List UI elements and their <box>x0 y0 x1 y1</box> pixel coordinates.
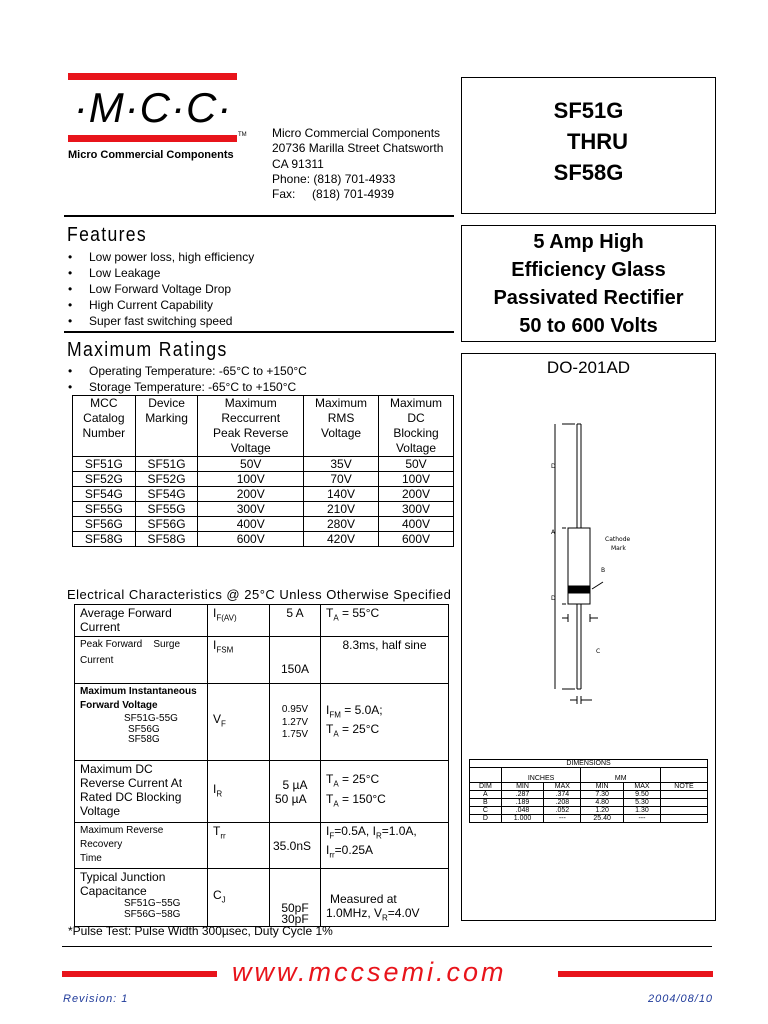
ratings-condition-item: • Operating Temperature: -65°C to +150°C <box>67 363 307 379</box>
features-list-item: • High Current Capability <box>67 297 254 313</box>
features-list <box>67 249 254 329</box>
ratings-cell: 300V <box>198 502 304 517</box>
footer-left-bar <box>62 971 217 977</box>
features-list-item: • Low Forward Voltage Drop <box>67 281 254 297</box>
footer-right-bar <box>558 971 713 977</box>
dimensions-cell: 1.000 <box>501 815 544 823</box>
ratings-cell: SF55G <box>73 502 136 517</box>
package-outline-drawing <box>462 404 715 734</box>
dimensions-group-mm: MM <box>581 768 661 783</box>
address-line: Micro Commercial Components <box>272 126 441 140</box>
ratings-cell: 200V <box>379 487 454 502</box>
dimensions-cell <box>661 815 708 823</box>
description-line: 5 Amp High <box>533 231 644 253</box>
part-number-box <box>461 77 716 214</box>
ratings-cell: SF56G <box>135 517 198 532</box>
electrical-row <box>75 869 449 927</box>
trademark-mark: TM <box>238 132 247 138</box>
value-cell: 35.0nS <box>270 823 321 869</box>
dimensions-cell: C <box>470 807 502 815</box>
symbol-cell: $I_{FSM}$ <box>208 637 270 684</box>
param-cell: Typical Junction Capacitance SF51G~55G SF56G~58G <box>75 869 208 927</box>
dimensions-group-inches: INCHES <box>501 768 581 783</box>
dimensions-cell: .048 <box>501 807 544 815</box>
electrical-row <box>75 605 449 637</box>
dim-label-d-bottom: D <box>551 595 556 602</box>
dimensions-cell: 9.50 <box>623 791 660 799</box>
dimensions-cell: D <box>470 815 502 823</box>
ratings-row <box>73 517 454 532</box>
revision-date: 2004/08/10 <box>648 993 714 1005</box>
ratings-cell: SF58G <box>135 532 198 547</box>
ratings-cell: 280V <box>304 517 379 532</box>
param-cell: Peak Forward Surge Current <box>75 637 208 684</box>
ratings-cell: 100V <box>379 472 454 487</box>
ratings-cell: SF52G <box>135 472 198 487</box>
dimensions-cell: .374 <box>544 791 581 799</box>
features-title: Features <box>67 224 148 246</box>
param-cell: Average Forward Current <box>75 605 208 637</box>
dimensions-cell: B <box>470 799 502 807</box>
dim-label-c: C <box>596 648 601 655</box>
ratings-header: Maximum Reccurrent Peak Reverse Voltage <box>198 396 304 457</box>
company-logo: ·M·C·C· <box>73 84 233 131</box>
ratings-header: Maximum DC Blocking Voltage <box>379 396 454 457</box>
ratings-row <box>73 487 454 502</box>
revision-label: Revision: 1 <box>63 993 129 1005</box>
cathode-label: Cathode <box>605 536 631 543</box>
address-line: CA 91311 <box>272 156 324 171</box>
condition-cell: 8.3ms, half sine <box>321 637 449 684</box>
ratings-header: Maximum RMS Voltage <box>304 396 379 457</box>
electrical-row <box>75 684 449 761</box>
features-list-item: • Low power loss, high efficiency <box>67 249 254 265</box>
ratings-conditions-list <box>67 363 307 395</box>
description-line: 50 to 600 Volts <box>519 315 658 337</box>
condition-cell: $I_F=0.5A$, $I_R=1.0A$, $I_{rr}=0.25A$ <box>321 823 449 869</box>
package-name: DO-201AD <box>546 358 631 377</box>
address-line: Phone: (818) 701-4933 <box>272 171 396 186</box>
dimensions-header: MAX <box>544 783 581 791</box>
ratings-cell: SF51G <box>73 457 136 472</box>
dimensions-title: DIMENSIONS <box>470 760 708 768</box>
ratings-header: Device Marking <box>135 396 198 457</box>
electrical-table <box>74 604 449 927</box>
website-url[interactable]: www.mccsemi.com <box>232 957 507 987</box>
description-box <box>461 225 716 342</box>
symbol-cell: $C_J$ <box>208 869 270 927</box>
cathode-mark-label: Mark <box>611 545 626 552</box>
electrical-row <box>75 761 449 823</box>
ratings-header: MCC Catalog Number <box>73 396 136 457</box>
ratings-cell: 35V <box>304 457 379 472</box>
dim-label-b: B <box>601 567 606 574</box>
features-list-item: • Low Leakage <box>67 265 254 281</box>
condition-cell: Measured at 1.0MHz, $V_R=4.0V$ <box>321 869 449 927</box>
logo-subtitle: Micro Commercial Components <box>68 149 234 161</box>
ratings-cell: 100V <box>198 472 304 487</box>
ratings-cell: 300V <box>379 502 454 517</box>
dimensions-cell <box>470 768 502 783</box>
description-line: Passivated Rectifier <box>493 287 684 309</box>
footer-divider <box>62 946 712 947</box>
company-address <box>272 126 443 202</box>
ratings-cell: SF55G <box>135 502 198 517</box>
dimensions-cell: .189 <box>501 799 544 807</box>
condition-cell: $I_{FM} = 5.0A$; $T_A = 25^\circ C$ <box>321 684 449 761</box>
dimensions-cell: .287 <box>501 791 544 799</box>
dimensions-cell: .208 <box>544 799 581 807</box>
ratings-row <box>73 457 454 472</box>
ratings-table <box>72 395 454 547</box>
dimensions-header: DIM <box>470 783 502 791</box>
dimensions-cell <box>661 799 708 807</box>
part-number-last: SF58G <box>553 160 624 185</box>
dim-label-d-top: D <box>551 463 556 470</box>
ratings-cell: 50V <box>198 457 304 472</box>
ratings-cell: 50V <box>379 457 454 472</box>
dimensions-cell <box>661 807 708 815</box>
dimensions-cell: 1.30 <box>623 807 660 815</box>
address-line: 20736 Marilla Street Chatsworth <box>272 141 444 156</box>
symbol-cell: $V_F$ <box>208 684 270 761</box>
electrical-row <box>75 637 449 684</box>
ratings-row <box>73 472 454 487</box>
value-cell: 50pF 30pF <box>270 869 321 927</box>
features-list-item: • Super fast switching speed <box>67 313 254 329</box>
ratings-cell: SF52G <box>73 472 136 487</box>
description-line: Efficiency Glass <box>511 259 666 281</box>
ratings-cell: SF54G <box>73 487 136 502</box>
dimensions-cell: 25.40 <box>581 815 624 823</box>
package-box <box>461 353 716 921</box>
ratings-condition-item: • Storage Temperature: -65°C to +150°C <box>67 379 307 395</box>
logo-top-bar <box>68 73 237 80</box>
ratings-cell: 200V <box>198 487 304 502</box>
part-number-first: SF51G <box>553 98 624 123</box>
ratings-cell: 210V <box>304 502 379 517</box>
ratings-cell: 400V <box>198 517 304 532</box>
param-cell: Maximum Instantaneous Forward Voltage SF51G-55G SF56G SF58G <box>75 684 208 761</box>
dimensions-table <box>469 759 708 823</box>
ratings-cell: SF56G <box>73 517 136 532</box>
dimensions-cell: --- <box>623 815 660 823</box>
dimensions-header: MIN <box>501 783 544 791</box>
dimensions-cell: 7.30 <box>581 791 624 799</box>
value-cell: 0.95V 1.27V 1.75V <box>270 684 321 761</box>
dimensions-header: NOTE <box>661 783 708 791</box>
value-cell: 150A <box>270 637 321 684</box>
dimensions-cell <box>661 768 708 783</box>
symbol-cell: $I_R$ <box>208 761 270 823</box>
ratings-cell: 600V <box>379 532 454 547</box>
symbol-cell: $T_{rr}$ <box>208 823 270 869</box>
condition-cell: $T_A = 55^\circ C$ <box>321 605 449 637</box>
part-number-thru: THRU <box>566 129 629 154</box>
value-cell: 5 A <box>270 605 321 637</box>
param-cell: Maximum Reverse Recovery Time <box>75 823 208 869</box>
dimensions-cell: 4.80 <box>581 799 624 807</box>
address-line: Fax: (818) 701-4939 <box>272 187 395 202</box>
dimensions-cell: --- <box>544 815 581 823</box>
features-divider <box>64 215 454 217</box>
pulse-test-note: *Pulse Test: Pulse Width 300µsec, Duty Cycle 1% <box>68 924 333 938</box>
ratings-cell: SF54G <box>135 487 198 502</box>
param-cell: Maximum DC Reverse Current At Rated DC Blocking Voltage <box>75 761 208 823</box>
ratings-divider <box>64 331 454 333</box>
ratings-cell: SF51G <box>135 457 198 472</box>
ratings-title: Maximum Ratings <box>67 339 228 361</box>
ratings-cell: 420V <box>304 532 379 547</box>
ratings-row <box>73 532 454 547</box>
ratings-row <box>73 502 454 517</box>
dimensions-cell: 5.30 <box>623 799 660 807</box>
ratings-cell: 70V <box>304 472 379 487</box>
ratings-cell: 140V <box>304 487 379 502</box>
logo-bottom-bar <box>68 135 237 142</box>
dimensions-header: MIN <box>581 783 624 791</box>
ratings-cell: 600V <box>198 532 304 547</box>
dimensions-cell: A <box>470 791 502 799</box>
dimensions-cell: .052 <box>544 807 581 815</box>
electrical-title: Electrical Characteristics @ 25°C Unless Otherwise Specified <box>67 587 452 602</box>
condition-cell: $T_A = 25^\circ C$ $T_A = 150^\circ C$ <box>321 761 449 823</box>
electrical-row <box>75 823 449 869</box>
ratings-cell: SF58G <box>73 532 136 547</box>
dim-label-a: A <box>551 529 556 536</box>
value-cell: 5 µA 50 µA <box>270 761 321 823</box>
ratings-cell: 400V <box>379 517 454 532</box>
dimensions-cell <box>661 791 708 799</box>
symbol-cell: $I_{F(AV)}$ <box>208 605 270 637</box>
dimensions-header: MAX <box>623 783 660 791</box>
dimensions-cell: 1.20 <box>581 807 624 815</box>
